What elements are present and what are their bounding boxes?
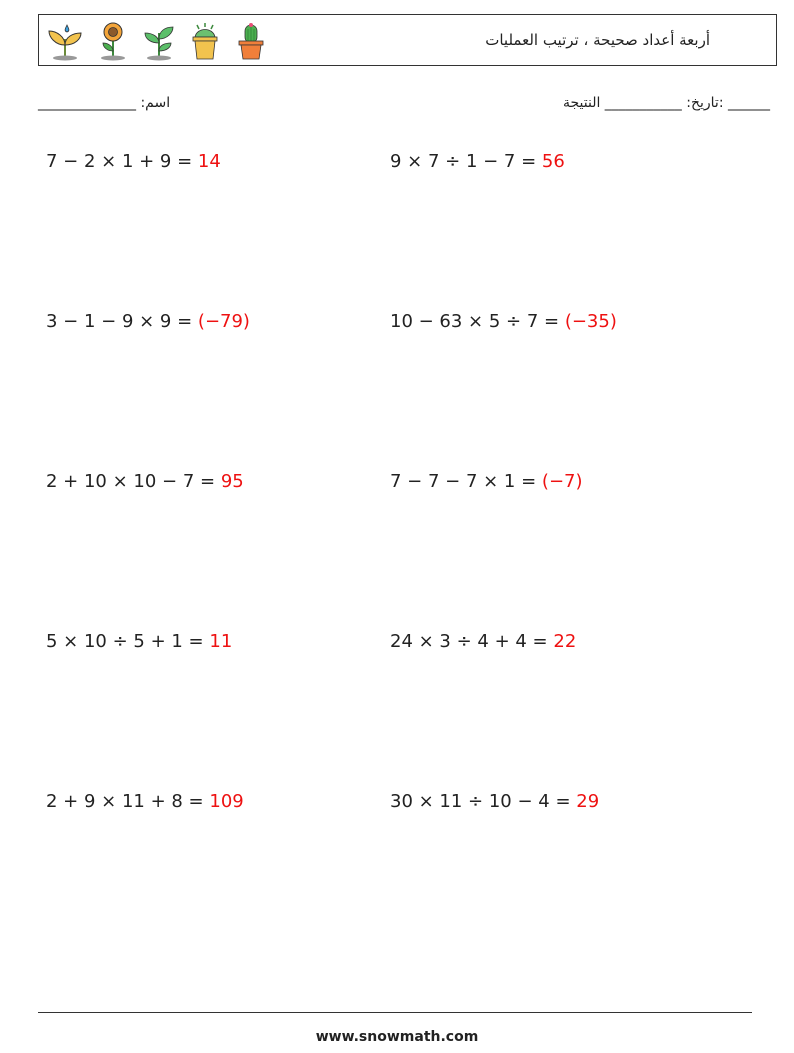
problem-answer: 29 (576, 791, 600, 812)
worksheet-header (38, 14, 777, 66)
problem-expression: 7 − 7 − 7 × 1 = (390, 471, 542, 492)
date-score-field: ______ :تاريخ: ___________ النتيجة (562, 95, 770, 111)
footer-divider (38, 1012, 752, 1013)
problem-answer: 14 (197, 151, 221, 172)
problem-expression: 2 + 10 × 10 − 7 = (46, 471, 221, 492)
footer-site: www.snowmath.com (315, 1029, 479, 1045)
problem-expression: 24 × 3 ÷ 4 + 4 = (390, 631, 554, 652)
problem-answer: (−7) (541, 471, 583, 492)
problem-expression: 2 + 9 × 11 + 8 = (46, 791, 210, 812)
potted-plant-icon (185, 21, 225, 61)
problem-answer: 109 (209, 791, 244, 812)
problem-2 (390, 151, 565, 172)
problem-answer: (−35) (564, 311, 617, 332)
problem-8 (390, 631, 576, 652)
problem-answer: 11 (209, 631, 233, 652)
problem-answer: 95 (220, 471, 244, 492)
sprout-icon (45, 21, 85, 61)
name-field: ______________ :اسم (38, 95, 171, 111)
problem-expression: 10 − 63 × 5 ÷ 7 = (390, 311, 565, 332)
problem-7 (46, 631, 232, 652)
problem-answer: 22 (553, 631, 577, 652)
problem-answer: 56 (541, 151, 565, 172)
problem-4 (390, 311, 617, 332)
sunflower-icon (93, 21, 133, 61)
problem-expression: 5 × 10 ÷ 5 + 1 = (46, 631, 210, 652)
problem-9 (46, 791, 244, 812)
problem-5 (46, 471, 244, 492)
problem-6 (390, 471, 583, 492)
problem-1 (46, 151, 221, 172)
cactus-icon (231, 21, 271, 61)
problem-3 (46, 311, 250, 332)
problem-expression: 30 × 11 ÷ 10 − 4 = (390, 791, 577, 812)
problem-expression: 7 − 2 × 1 + 9 = (46, 151, 198, 172)
worksheet-title: أربعة أعداد صحيحة ، ترتيب العمليات (485, 31, 710, 49)
seedling-icon (139, 21, 179, 61)
problem-expression: 9 × 7 ÷ 1 − 7 = (390, 151, 542, 172)
problem-10 (390, 791, 599, 812)
problem-expression: 3 − 1 − 9 × 9 = (46, 311, 198, 332)
problem-answer: (−79) (197, 311, 250, 332)
